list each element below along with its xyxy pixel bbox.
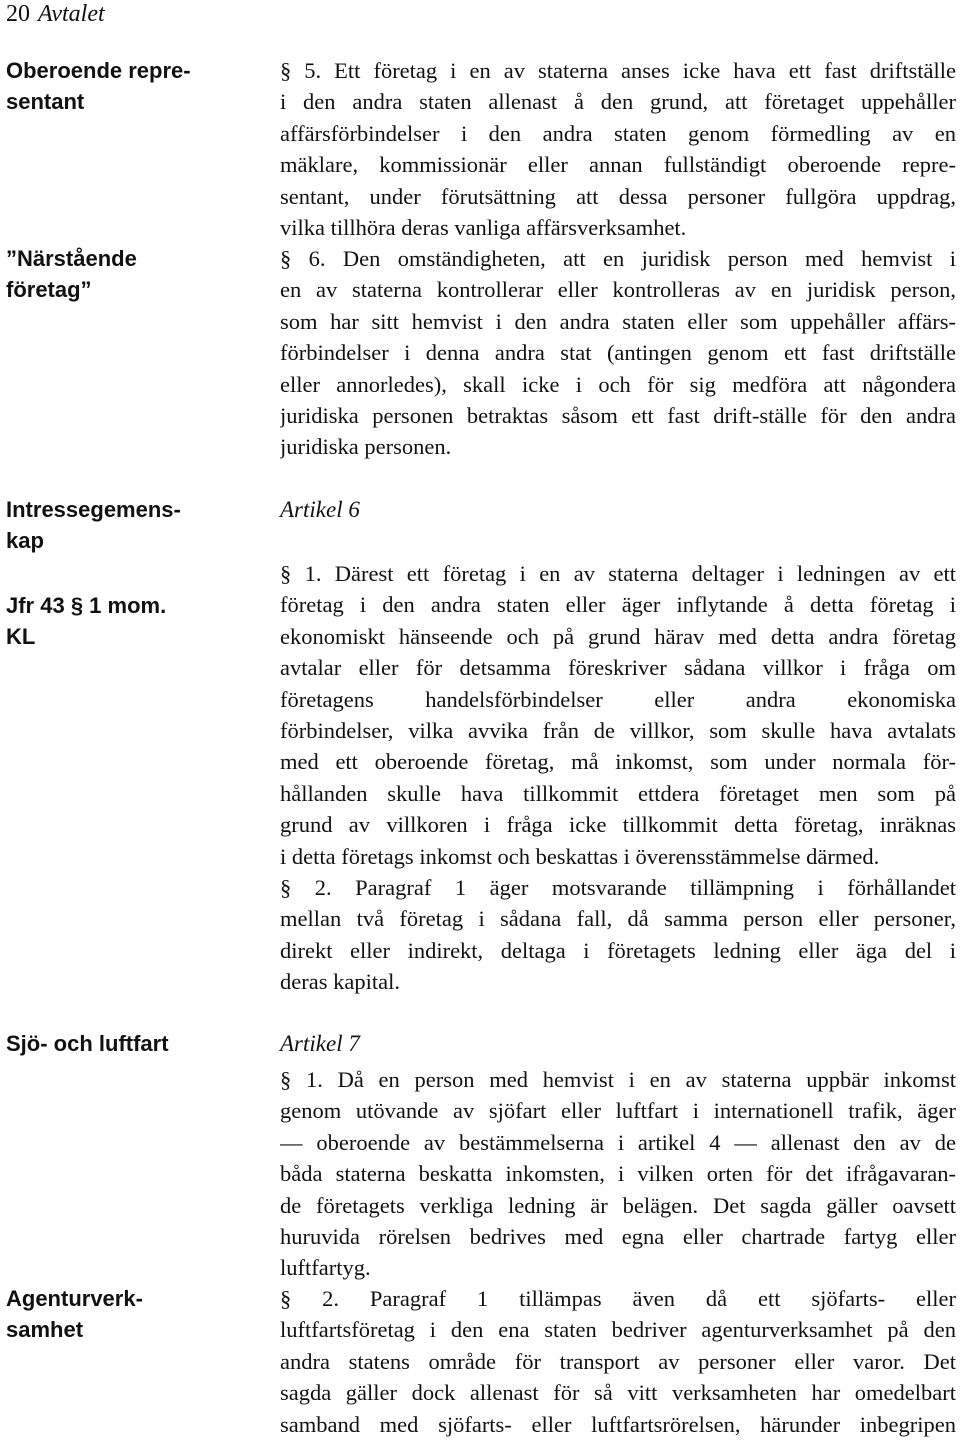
article-7-paragraph-1 <box>280 1064 956 1284</box>
margin-note-intressegemenskap <box>6 494 256 556</box>
article-6-paragraph-1 <box>280 558 956 872</box>
margin-note-line: sentant <box>6 89 85 114</box>
text-line: andra statens område för transport av personer eller varor. Det <box>280 1348 956 1374</box>
text-line: affärsförbindelser i den andra staten genom förmedling av en <box>280 120 956 146</box>
text-line: — oberoende av bestämmelserna i artikel 4 — allenast den av de <box>280 1129 956 1155</box>
text-line: § 6. Den omständigheten, att en juridisk person med hemvist i <box>280 246 956 271</box>
text-line: samband med sjöfarts- eller luftfartsrörelsen, härunder inbegripen <box>280 1411 956 1437</box>
margin-note-oberoende-representant <box>6 55 256 117</box>
article-6-paragraph-2 <box>280 872 956 998</box>
text-line: en av staterna kontrollerar eller kontrolleras av en juridisk person, <box>280 277 956 303</box>
text-line: ekonomiskt hänseende och på grund härav med detta andra företag <box>280 623 956 649</box>
text-line: båda staterna beskatta inkomsten, i vilken orten för det ifrågavaran- <box>280 1161 956 1187</box>
paragraph-5 <box>280 55 956 243</box>
margin-note-line: KL <box>6 624 36 649</box>
text-line: eller annorledes), skall icke i och för sig medföra att någondera <box>280 371 956 397</box>
text-line: deras kapital. <box>280 969 400 995</box>
text-line: de företagets verkliga ledning är belägen. Det sagda gäller oavsett <box>280 1192 956 1218</box>
page-number: 20 <box>6 1 30 27</box>
paragraph-6 <box>280 243 956 463</box>
text-line: § 5. Ett företag i en av staterna anses icke hava ett fast driftställe <box>280 58 956 83</box>
margin-note-sjo-och-luftfart <box>6 1028 256 1059</box>
text-line: företag i den andra staten eller äger inflytande å detta företag i <box>280 592 956 618</box>
margin-note-jfr <box>6 590 256 652</box>
text-line: genom utövande av sjöfart eller luftfart i internationell trafik, äger <box>280 1098 956 1124</box>
text-line: mellan två företag i sådana fall, då samma person eller personer, <box>280 906 956 932</box>
margin-note-agenturverksamhet <box>6 1283 256 1345</box>
margin-note-line: Oberoende repre- <box>6 58 191 83</box>
margin-note-line: Sjö- och luftfart <box>6 1031 169 1056</box>
text-line: direkt eller indirekt, deltaga i företagets ledning eller äga del i <box>280 937 956 963</box>
text-line: sagda gäller dock allenast för så vitt verksamheten har omedelbart <box>280 1380 956 1406</box>
text-line: i den andra staten allenast å den grund, att företaget uppehåller <box>280 89 956 115</box>
text-line: § 1. Då en person med hemvist i en av staterna uppbär inkomst <box>280 1067 956 1092</box>
text-line: luftfartyg. <box>280 1255 371 1281</box>
page-header-title: Avtalet <box>38 1 105 27</box>
text-line: huruvida rörelsen bedrives med egna eller chartrade fartyg eller <box>280 1223 956 1249</box>
margin-note-narstaende-foretag <box>6 243 256 305</box>
text-line: § 2. Paragraf 1 tillämpas även då ett sjöfarts- eller <box>280 1286 956 1311</box>
margin-note-line: samhet <box>6 1317 84 1342</box>
margin-note-line: Agenturverk- <box>6 1286 143 1311</box>
article-6-heading: Artikel 6 <box>280 497 360 522</box>
text-line: mäklare, kommissionär eller annan fullständigt oberoende repre- <box>280 152 956 178</box>
text-line: förbindelser i denna andra stat (antingen genom ett fast driftställe <box>280 340 956 366</box>
text-line: sentant, under förutsättning att dessa personer fullgöra uppdrag, <box>280 183 956 209</box>
text-line: § 2. Paragraf 1 äger motsvarande tillämpning i förhållandet <box>280 875 956 900</box>
margin-note-line: företag” <box>6 277 92 302</box>
text-line: juridiska personen betraktas såsom ett fast drift-ställe för den andra <box>280 402 956 428</box>
text-line: juridiska personen. <box>280 434 452 460</box>
margin-note-line: Jfr 43 § 1 mom. <box>6 593 167 618</box>
text-line: med ett oberoende företag, må inkomst, som under normala för- <box>280 749 956 775</box>
text-line: avtalar eller för detsamma föreskriver sådana villkor i fråga om <box>280 655 956 681</box>
margin-note-line: ”Närstående <box>6 246 137 271</box>
text-line: luftfartsföretag i den ena staten bedriver agenturverksamhet på den <box>280 1317 956 1343</box>
page-header <box>6 0 105 28</box>
text-line: § 1. Därest ett företag i en av staterna deltager i ledningen av ett <box>280 561 956 586</box>
article-7-paragraph-2 <box>280 1283 956 1440</box>
text-line: företagens handelsförbindelser eller andra ekonomiska <box>280 686 956 712</box>
text-line: som har sitt hemvist i den andra staten eller som uppehåller affärs- <box>280 308 956 334</box>
margin-note-line: kap <box>6 528 44 553</box>
text-line: vilka tillhöra deras vanliga affärsverksamhet. <box>280 214 687 240</box>
text-line: hållanden skulle hava tillkommit ettdera företaget men som på <box>280 780 956 806</box>
article-7-heading: Artikel 7 <box>280 1031 360 1056</box>
text-line: förbindelser, vilka avvika från de villkor, som skulle hava avtalats <box>280 717 956 743</box>
margin-note-line: Intressegemens- <box>6 497 181 522</box>
text-line: i detta företags inkomst och beskattas i överensstämmelse därmed. <box>280 843 880 869</box>
text-line: grund av villkoren i fråga icke tillkommit detta företag, inräknas <box>280 812 956 838</box>
